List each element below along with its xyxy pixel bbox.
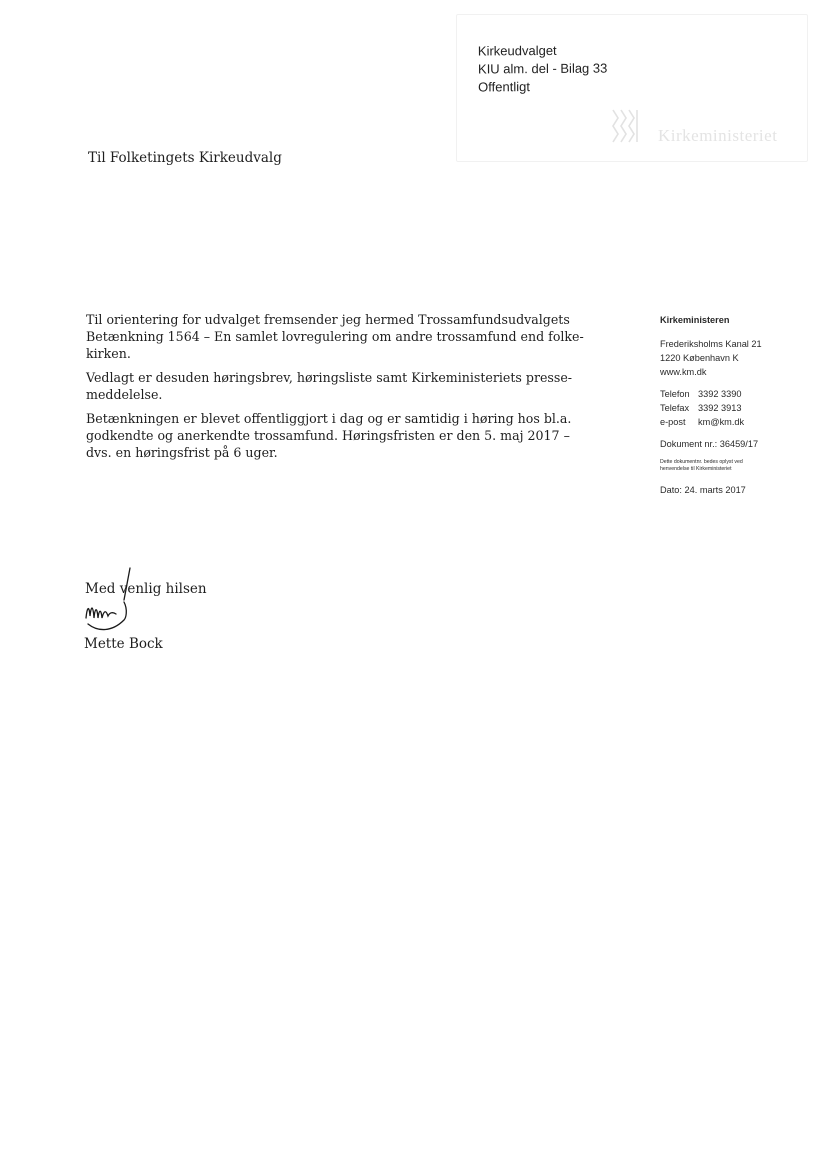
website: www.km.dk	[660, 367, 707, 377]
fax-value: 3392 3913	[698, 403, 742, 413]
fax-row	[660, 401, 810, 415]
signature-image	[80, 566, 140, 636]
paragraph-1	[86, 311, 606, 362]
crown-icon	[610, 106, 640, 144]
phone-value: 3392 3390	[698, 389, 742, 399]
text-line: Betænkningen er blevet offentliggjort i dag og er samtidig i høring hos bl.a.	[86, 411, 572, 426]
sender-info	[660, 313, 810, 497]
note-line: henvendelse til Kirkeministeriet	[660, 465, 732, 472]
address-city: 1220 København K	[660, 353, 739, 363]
email-value: km@km.dk	[698, 417, 745, 427]
paragraph-2	[86, 369, 606, 403]
phone-row	[660, 387, 810, 401]
sender-address	[660, 337, 810, 379]
text-line: Vedlagt er desuden høringsbrev, høringsliste samt Kirkeministeriets presse-	[86, 370, 573, 385]
stamp-line-committee: Kirkeudvalget	[477, 42, 557, 59]
address-street: Frederiksholms Kanal 21	[660, 339, 762, 349]
email-label: e-post	[660, 417, 686, 427]
text-line: meddelelse.	[86, 387, 163, 402]
stamp-line-status: Offentligt	[478, 79, 530, 95]
stamp-line-reference: KIU alm. del - Bilag 33	[477, 60, 608, 77]
text-line: dvs. en høringsfrist på 6 uger.	[86, 445, 278, 460]
fax-label: Telefax	[660, 403, 690, 413]
contact-info	[660, 387, 810, 429]
document-note	[660, 459, 810, 472]
email-row	[660, 415, 810, 429]
letter-date: Dato: 24. marts 2017	[660, 485, 746, 495]
addressee: Til Folketingets Kirkeudvalg	[88, 150, 282, 166]
document-number: Dokument nr.: 36459/17	[660, 439, 759, 449]
text-line: Betænkning 1564 – En samlet lovregulering om andre trossamfund end folke-	[86, 329, 584, 344]
closing: Med venlig hilsen	[85, 581, 207, 597]
ministry-logo	[610, 104, 777, 146]
text-line: kirken.	[86, 346, 131, 361]
sender-title: Kirkeministeren	[660, 315, 730, 325]
logo-text: Kirkeministeriet	[658, 126, 778, 145]
signer-name: Mette Bock	[84, 636, 163, 652]
letter-body	[86, 311, 606, 468]
note-line: Dette dokumentnr. bedes oplyst ved	[660, 459, 743, 465]
text-line: Til orientering for udvalget fremsender jeg hermed Trossamfundsudvalgets	[86, 312, 570, 327]
filing-stamp	[478, 42, 608, 97]
paragraph-3	[86, 410, 606, 461]
phone-label: Telefon	[660, 389, 690, 399]
text-line: godkendte og anerkendte trossamfund. Høringsfristen er den 5. maj 2017 –	[86, 428, 570, 443]
